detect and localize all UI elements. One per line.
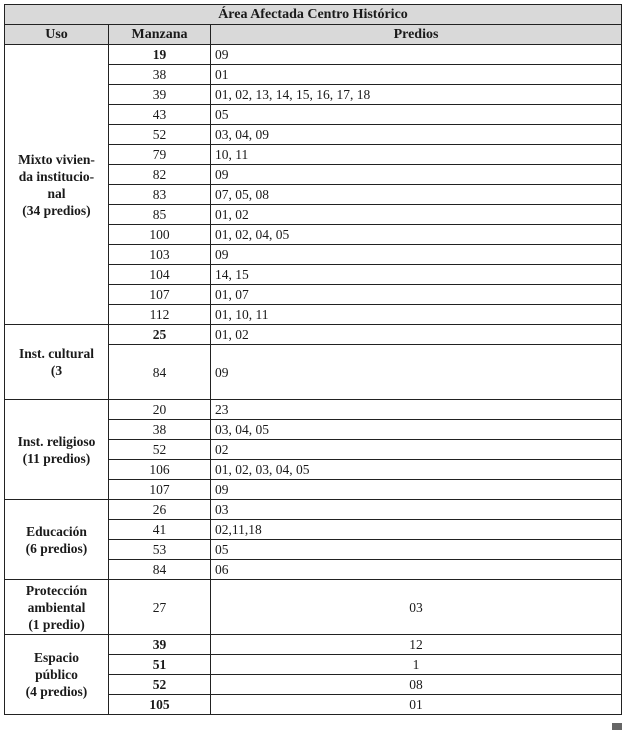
uso-label: Protección ambiental (1 predio) — [25, 582, 88, 632]
manzana-cell: 84 — [109, 560, 211, 580]
manzana-cell: 52 — [109, 125, 211, 145]
predios-cell: 09 — [211, 245, 622, 265]
manzana-cell: 103 — [109, 245, 211, 265]
predios-cell: 03, 04, 09 — [211, 125, 622, 145]
predios-cell: 01 — [211, 65, 622, 85]
predios-cell: 01, 02 — [211, 325, 622, 345]
manzana-cell: 41 — [109, 520, 211, 540]
predios-cell: 02 — [211, 440, 622, 460]
table-row — [5, 580, 622, 635]
manzana-cell: 84 — [109, 345, 211, 400]
predios-cell: 01, 02 — [211, 205, 622, 225]
manzana-cell: 100 — [109, 225, 211, 245]
predios-cell: 09 — [211, 480, 622, 500]
manzana-cell: 112 — [109, 305, 211, 325]
header-uso: Uso — [5, 25, 109, 45]
uso-label: Educación (6 predios) — [25, 523, 88, 556]
predios-cell: 01, 02, 13, 14, 15, 16, 17, 18 — [211, 85, 622, 105]
manzana-cell: 27 — [109, 580, 211, 635]
manzana-cell: 107 — [109, 480, 211, 500]
manzana-cell: 43 — [109, 105, 211, 125]
corner-marker — [612, 723, 622, 730]
table-row — [5, 400, 622, 420]
manzana-cell: 19 — [109, 45, 211, 65]
predios-cell: 01 — [211, 695, 622, 715]
uso-label: Espacio público (4 predios) — [25, 650, 88, 699]
predios-cell: 06 — [211, 560, 622, 580]
manzana-cell: 25 — [109, 325, 211, 345]
predios-cell: 01, 10, 11 — [211, 305, 622, 325]
predios-cell: 07, 05, 08 — [211, 185, 622, 205]
uso-label: Inst. cultural (3 — [18, 346, 94, 378]
uso-label: Inst. religioso (11 predios) — [17, 433, 96, 466]
area-table — [4, 4, 622, 715]
manzana-cell: 52 — [109, 675, 211, 695]
table-title: Área Afectada Centro Histórico — [5, 5, 622, 25]
predios-cell: 03, 04, 05 — [211, 420, 622, 440]
predios-cell: 23 — [211, 400, 622, 420]
manzana-cell: 38 — [109, 420, 211, 440]
predios-cell: 03 — [211, 500, 622, 520]
uso-educacion — [5, 500, 109, 580]
table-title-row — [5, 5, 622, 25]
predios-cell: 08 — [211, 675, 622, 695]
uso-cultural — [5, 325, 109, 400]
uso-mixto — [5, 45, 109, 325]
predios-cell: 12 — [211, 635, 622, 655]
uso-espacio-publico — [5, 635, 109, 715]
manzana-cell: 82 — [109, 165, 211, 185]
predios-cell: 01, 02, 04, 05 — [211, 225, 622, 245]
table-body — [5, 45, 622, 715]
manzana-cell: 20 — [109, 400, 211, 420]
manzana-cell: 51 — [109, 655, 211, 675]
manzana-cell: 105 — [109, 695, 211, 715]
predios-cell: 09 — [211, 45, 622, 65]
header-predios: Predios — [211, 25, 622, 45]
predios-cell: 09 — [211, 345, 622, 400]
predios-cell: 14, 15 — [211, 265, 622, 285]
manzana-cell: 85 — [109, 205, 211, 225]
table-row — [5, 45, 622, 65]
manzana-cell: 53 — [109, 540, 211, 560]
predios-cell: 10, 11 — [211, 145, 622, 165]
manzana-cell: 107 — [109, 285, 211, 305]
manzana-cell: 26 — [109, 500, 211, 520]
manzana-cell: 39 — [109, 635, 211, 655]
manzana-cell: 52 — [109, 440, 211, 460]
table-row — [5, 635, 622, 655]
predios-cell: 1 — [211, 655, 622, 675]
predios-cell: 05 — [211, 105, 622, 125]
predios-cell: 05 — [211, 540, 622, 560]
predios-cell: 01, 07 — [211, 285, 622, 305]
manzana-cell: 83 — [109, 185, 211, 205]
header-manzana: Manzana — [109, 25, 211, 45]
manzana-cell: 79 — [109, 145, 211, 165]
table-header-row — [5, 25, 622, 45]
predios-cell: 09 — [211, 165, 622, 185]
table-row — [5, 325, 622, 345]
predios-cell: 02,11,18 — [211, 520, 622, 540]
predios-cell: 01, 02, 03, 04, 05 — [211, 460, 622, 480]
manzana-cell: 39 — [109, 85, 211, 105]
table-row — [5, 500, 622, 520]
uso-proteccion — [5, 580, 109, 635]
manzana-cell: 38 — [109, 65, 211, 85]
predios-cell: 03 — [211, 580, 622, 635]
manzana-cell: 104 — [109, 265, 211, 285]
manzana-cell: 106 — [109, 460, 211, 480]
uso-religioso — [5, 400, 109, 500]
uso-label: Mixto vivien- da institucio- nal (34 predios) — [18, 151, 95, 218]
